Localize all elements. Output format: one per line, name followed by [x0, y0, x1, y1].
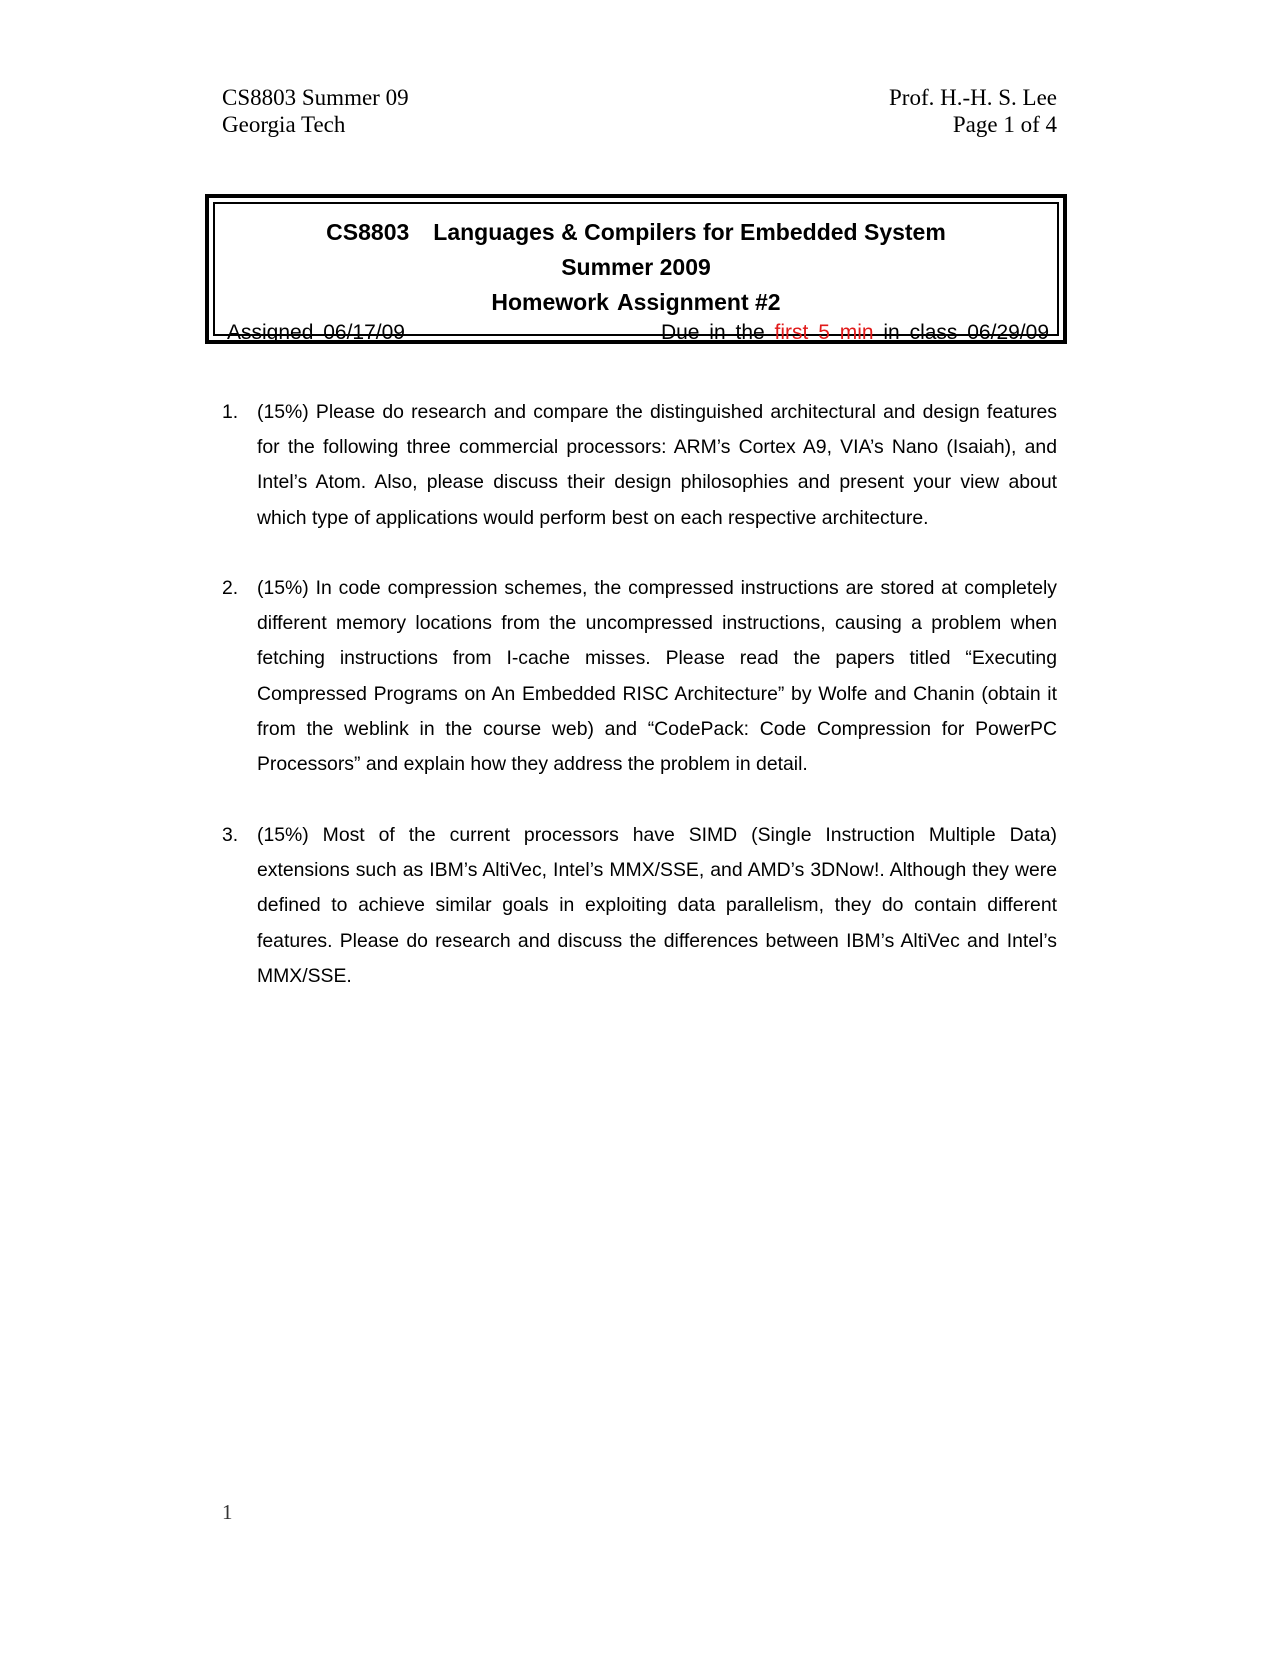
question-2	[222, 571, 1057, 782]
header-professor: Prof. H.-H. S. Lee	[889, 85, 1057, 110]
header-right	[889, 84, 1057, 138]
header-institution: Georgia Tech	[222, 112, 346, 137]
due-suffix: in class 06/29/09	[883, 321, 1049, 344]
due-date	[661, 321, 1049, 345]
assignment-title-word: Homework	[491, 289, 609, 315]
header-course-term: CS8803 Summer 09	[222, 85, 409, 110]
title-box-inner	[213, 202, 1059, 344]
question-text: (15%) Most of the current processors have SIMD (Single Instruction Multiple Data) extensions such as IBM’s AltiVec, Intel’s MMX/SSE, and AMD’s 3DNow!. Although they were defined to achieve similar goals in exploiting data parallelism, they do contain different features. Please do research and discuss the differences between IBM’s AltiVec and Intel’s MMX/SSE.	[257, 824, 1057, 987]
assignment-title	[215, 288, 1057, 316]
question-3	[222, 818, 1057, 994]
term-title: Summer 2009	[561, 254, 711, 280]
course-code: CS8803	[326, 219, 410, 245]
assignment-title-rest: Assignment #2	[616, 289, 781, 315]
header-page-count: Page 1 of 4	[952, 112, 1057, 137]
question-number: 2.	[222, 577, 239, 599]
due-prefix: Due in the	[660, 321, 765, 344]
course-name: Languages & Compilers for Embedded System	[433, 219, 946, 245]
header-left	[222, 84, 409, 138]
question-number: 1.	[222, 401, 239, 423]
title-box	[205, 194, 1067, 344]
due-highlight: first 5 min	[774, 321, 874, 344]
assigned-date: Assigned 06/17/09	[227, 321, 405, 344]
course-title	[215, 218, 1057, 246]
question-number: 3.	[222, 824, 239, 846]
question-1	[222, 395, 1057, 536]
page-number: 1	[222, 1500, 233, 1524]
question-text: (15%) Please do research and compare the distinguished architectural and design features for the following three commercial processors: ARM’s Cortex A9, VIA’s Nano (Isaiah), and Intel’s Atom. Also, please discuss their design philosophies and present your view about which type of applications would perform best on each respective architecture.	[257, 401, 1057, 529]
question-text: (15%) In code compression schemes, the compressed instructions are stored at completely different memory locations from the uncompressed instructions, causing a problem when fetching instructions from I-cache misses. Please read the papers titled “Executing Compressed Programs on An Embedded RISC Architecture” by Wolfe and Chanin (obtain it from the weblink in the course web) and “CodePack: Code Compression for PowerPC Processors” and explain how they address the problem in detail.	[257, 577, 1057, 776]
